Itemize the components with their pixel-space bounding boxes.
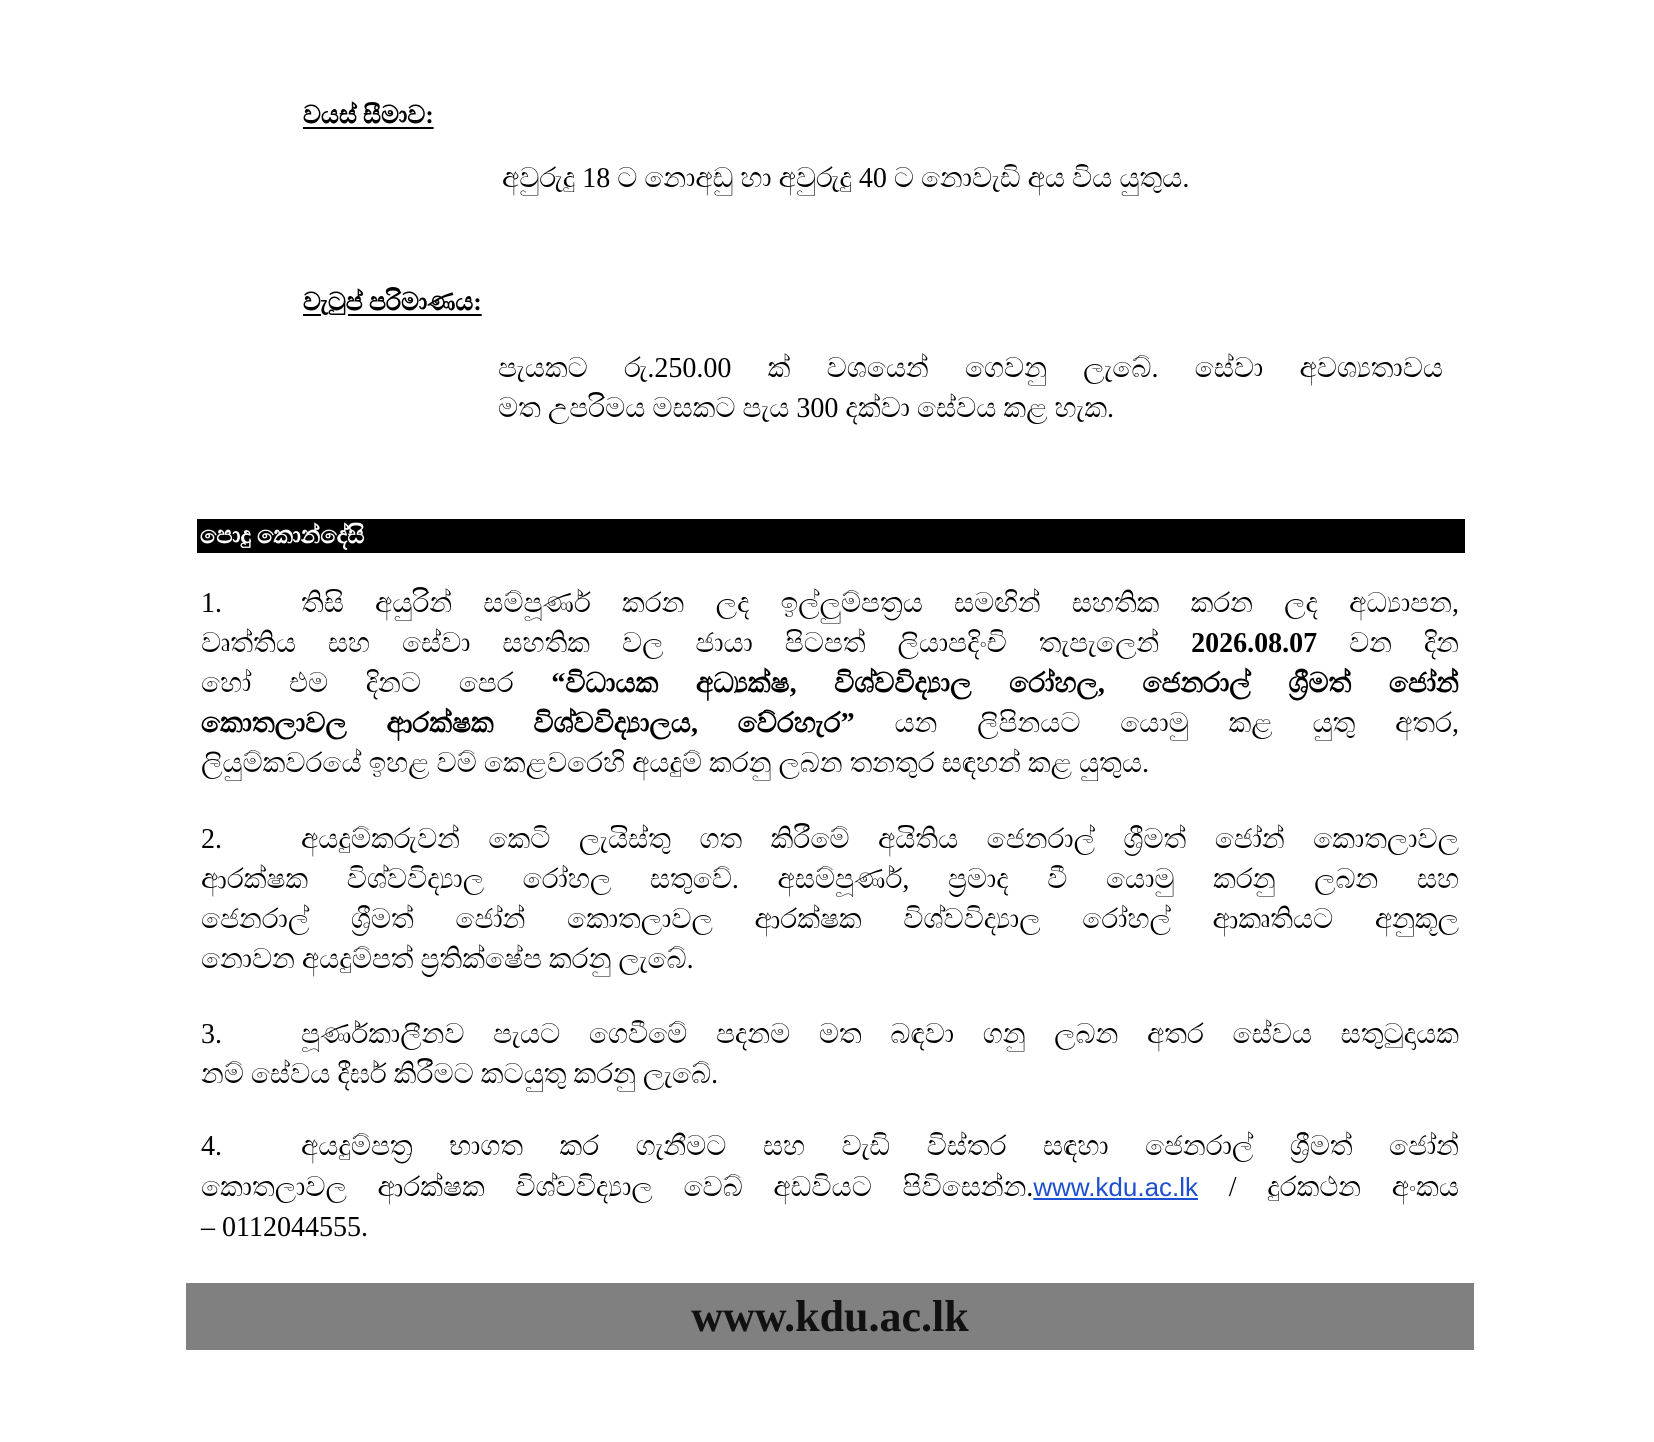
deadline-date: 2026.08.07 (1191, 628, 1318, 659)
condition-2-line-1 (201, 820, 1459, 860)
condition-1-line-3 (201, 664, 1459, 704)
footer-website: www.kdu.ac.lk (691, 1292, 969, 1341)
condition-1-line-2 (201, 624, 1459, 664)
condition-item-3 (201, 1015, 1459, 1095)
condition-4-number: 4. (201, 1131, 222, 1162)
condition-4-line-2 (201, 1167, 1459, 1208)
condition-2-line-4: නොවන අයදුම්පත් ප්‍රතික්ෂේප කරනු ලැබේ. (201, 944, 694, 975)
condition-item-4 (201, 1127, 1459, 1248)
general-conditions-title: පොදු කොන්දේසි (197, 519, 1465, 553)
age-limit-text: අවුරුදු 18 ට නොඅඩු හා අවුරුදු 40 ට නොවැඩි අය විය යුතුය. (502, 163, 1190, 194)
condition-1-text-4b: යන ලිපිනයට යොමු කළ යුතු අතර, (894, 708, 1460, 739)
condition-2-number: 2. (201, 824, 222, 855)
condition-4-text-2b: / දුරකථන අංකය (1198, 1172, 1459, 1203)
condition-1-text-1: තිසි අයුරින් සම්පූර්ණ කරන ලද ඉල්ලුම්පත්‍රය සමඟින් සහතික කරන ලද අධ්‍යාපන, (301, 588, 1459, 619)
salary-line-2: මත උපරිමය මසකට පැය 300 දක්වා සේවය කළ හැක. (498, 393, 1115, 424)
condition-item-2 (201, 820, 1459, 980)
address-bold-2: කොතලාවල ආරක්ෂක විශ්වවිද්‍යාලය, වේරහැර” (201, 708, 855, 739)
salary-line-1: පැයකට රු.250.00 ක් වශයෙන් ගෙවනු ලැබේ. සේවා අවශ්‍යතාවය (498, 353, 1443, 384)
condition-1-number: 1. (201, 588, 222, 619)
condition-3-number: 3. (201, 1019, 222, 1050)
condition-2-line-2: ආරක්ෂක විශ්වවිද්‍යාල රෝහල සතුවේ. අසම්පූර්ණ, ප්‍රමාද වී යොමු කරනු ලබන සහ (201, 864, 1459, 895)
salary-heading: වැටුප් පරිමාණය: (303, 289, 482, 316)
address-bold-1: “විධායක අධ්‍යක්ෂ, විශ්වවිද්‍යාල රෝහල, ජෙනරාල් ශ්‍රීමත් ජෝන් (551, 668, 1460, 699)
kdu-website-link[interactable]: www.kdu.ac.lk (1033, 1172, 1199, 1202)
footer-banner (186, 1283, 1474, 1350)
condition-3-line-1 (201, 1015, 1459, 1055)
condition-item-1 (201, 584, 1459, 784)
condition-1-line-1 (201, 584, 1459, 624)
condition-1-text-2a: වෘත්තිය සහ සේවා සහතික වල ජායා පිටපත් ලියාපදිංචි තැපැලෙන් (201, 628, 1160, 659)
salary-text (498, 349, 1443, 429)
condition-4-text-1: අයදුම්පත්‍ර භාගත කර ගැනීමට සහ වැඩි විස්තර සඳහා ජෙනරාල් ශ්‍රීමත් ජෝන් (301, 1131, 1459, 1162)
condition-1-line-4 (201, 704, 1459, 744)
condition-1-text-3a: හෝ එම දිනට පෙර (201, 668, 514, 699)
phone-number: – 0112044555. (201, 1212, 368, 1243)
condition-1-line-5: ලියුම්කවරයේ ඉහළ වම් කෙළවරෙහි අයදුම් කරනු ලබන තනතුර සඳහන් කළ යුතුය. (201, 748, 1149, 779)
condition-4-text-2a: කොතලාවල ආරක්ෂක විශ්වවිද්‍යාල වෙබ් අඩවියට පිවිසෙන්න. (201, 1172, 1034, 1203)
condition-4-line-1 (201, 1127, 1459, 1167)
condition-2-text-1: අයදුම්කරුවන් කෙටි ලැයිස්තු ගත කිරීමේ අයිතිය ජෙනරාල් ශ්‍රීමත් ජෝන් කොතලාවල (301, 824, 1459, 855)
condition-2-line-3: ජෙනරාල් ශ්‍රීමත් ජෝන් කොතලාවල ආරක්ෂක විශ්වවිද්‍යාල රෝහල් ආකෘතියට අනුකූල (201, 904, 1459, 935)
condition-3-text-1: පූර්ණකාලීනව පැයට ගෙවීමේ පදනම මත බඳවා ගනු ලබන අතර සේවය සතුටුදායක (301, 1019, 1459, 1050)
condition-1-text-2b: වන දින (1349, 628, 1460, 659)
condition-3-line-2: නම් සේවය දීර්ඝ කිරීමට කටයුතු කරනු ලැබේ. (201, 1059, 719, 1090)
age-limit-heading: වයස් සීමාව: (303, 102, 434, 129)
